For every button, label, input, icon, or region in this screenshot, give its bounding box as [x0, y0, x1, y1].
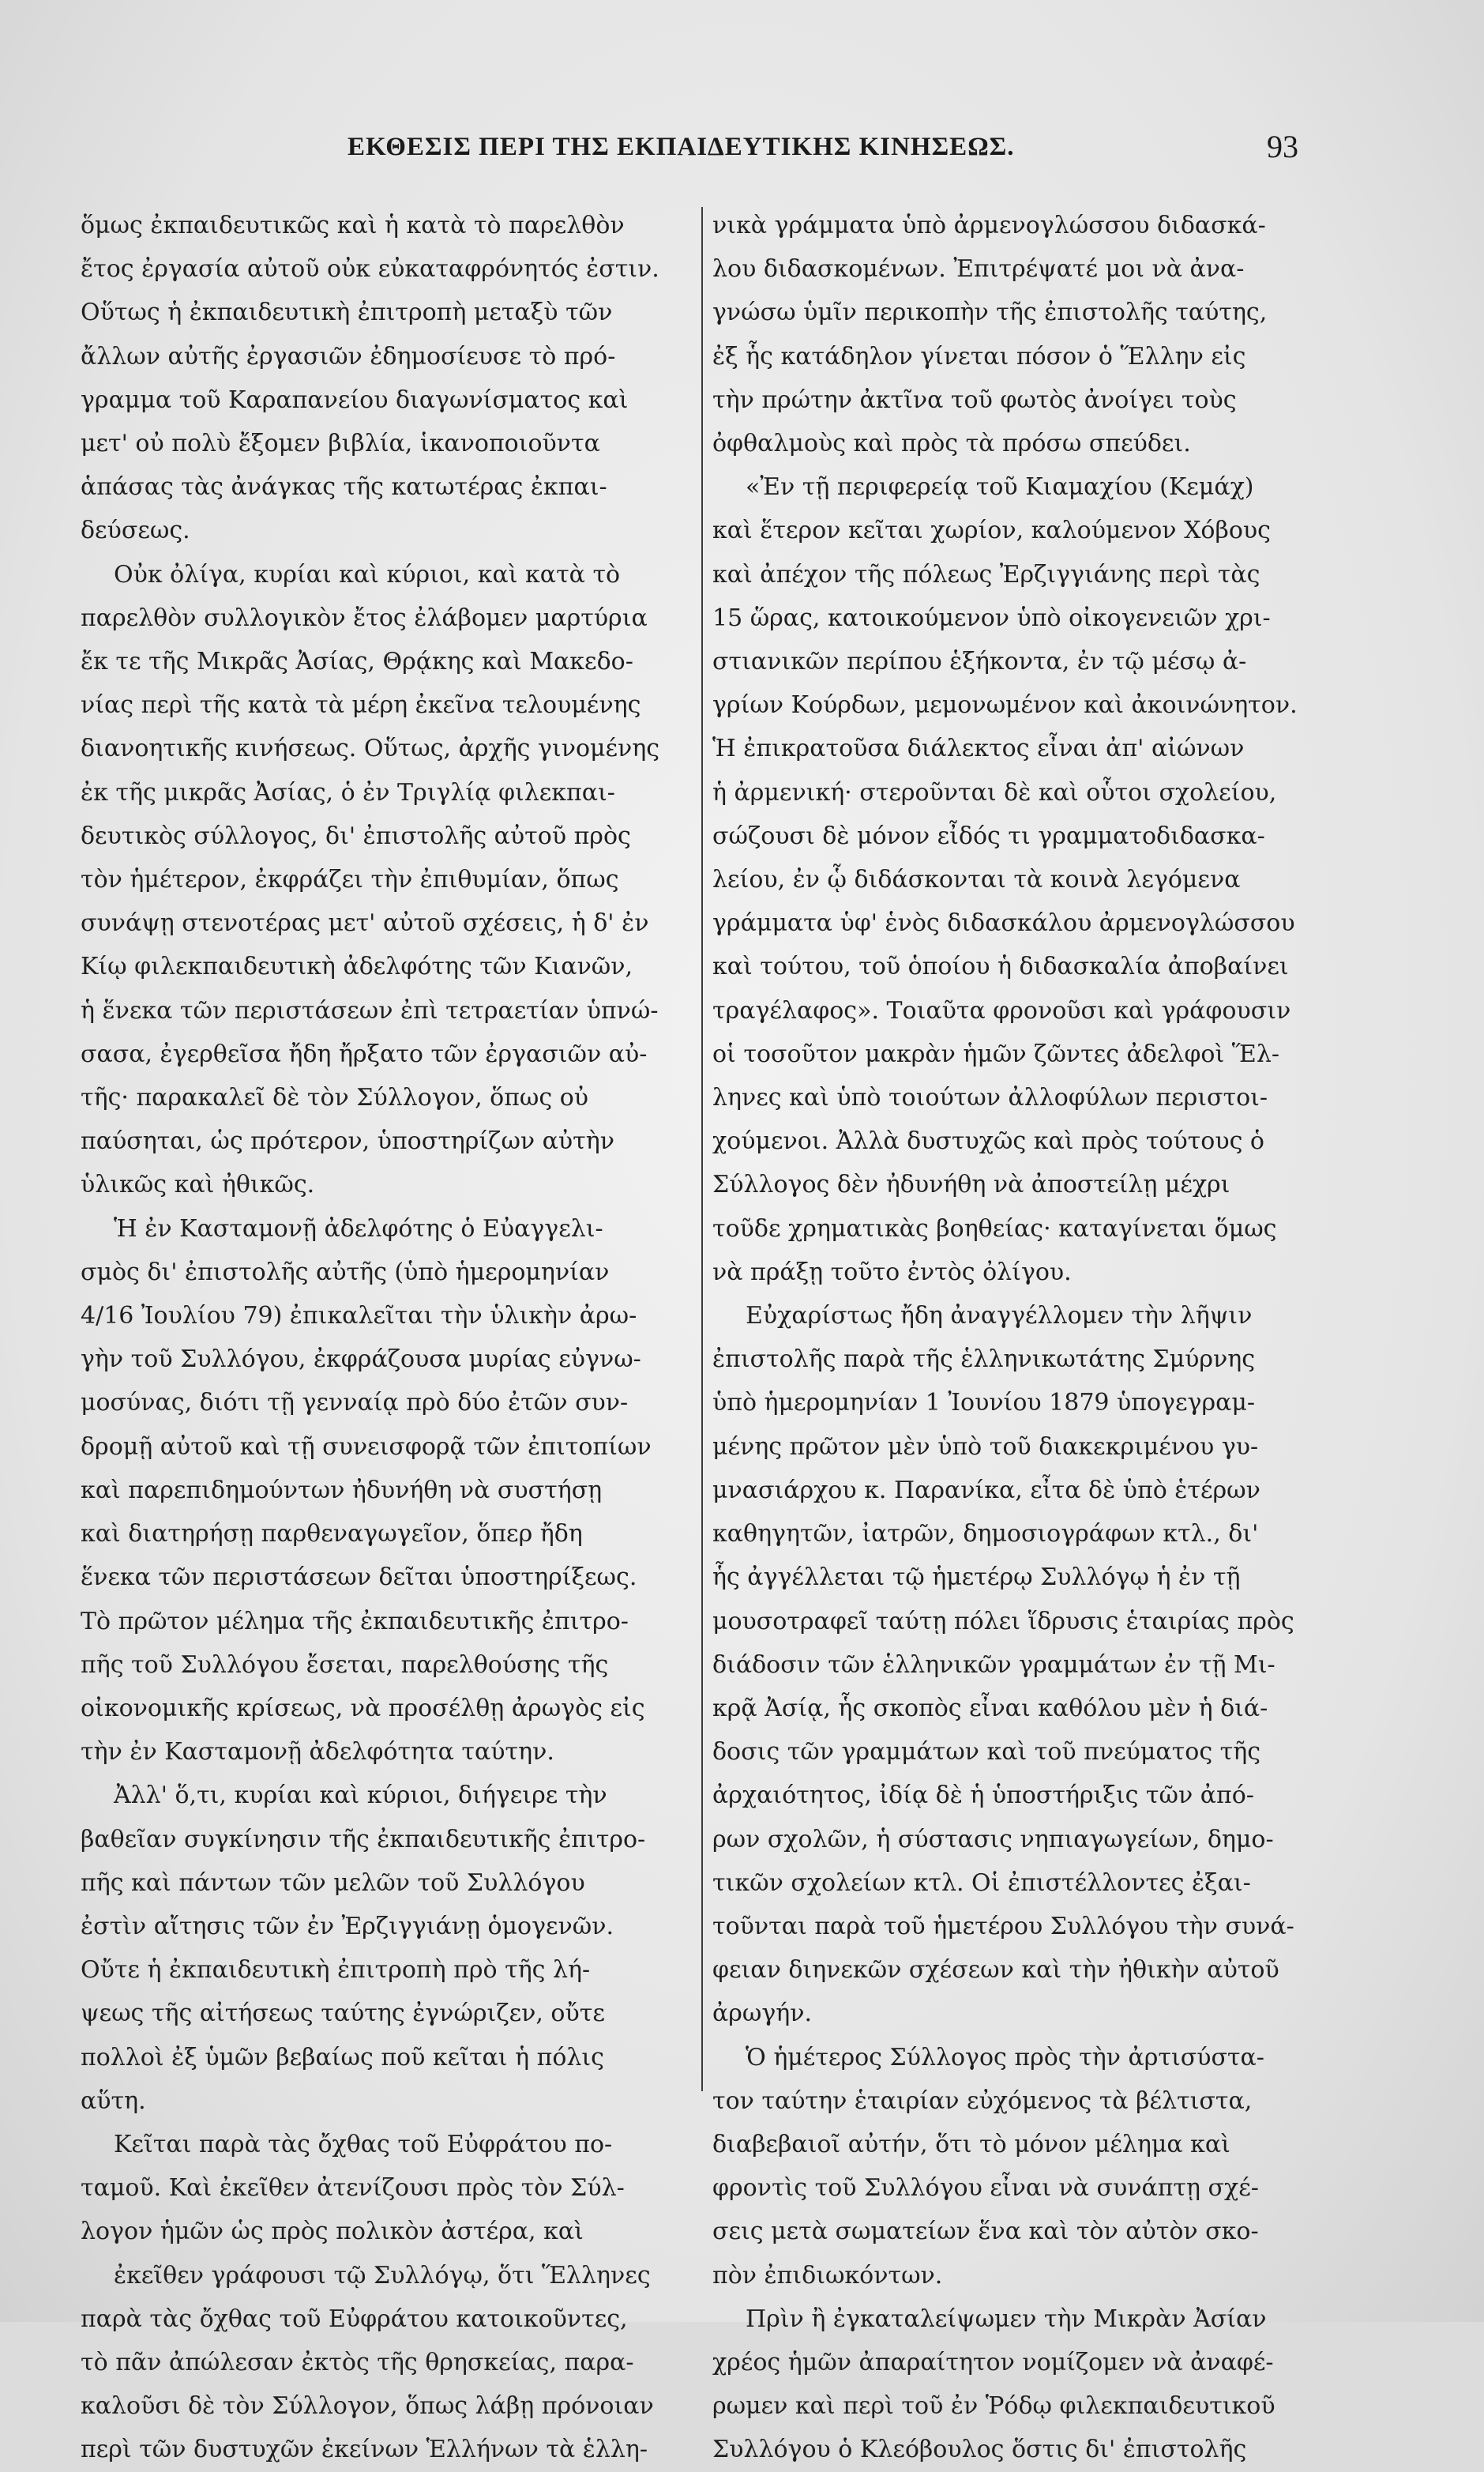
text-line: ἡ ἕνεκα τῶν περιστάσεων ἐπὶ τετραετίαν ὑπνώ- [81, 996, 659, 1025]
text-line: παύσηται, ὡς πρότερον, ὑποστηρίζων αὐτὴν [81, 1127, 614, 1156]
text-line: διανοητικῆς κινήσεως. Οὕτως, ἀρχῆς γινομένης [81, 735, 660, 763]
text-line: μετ' οὐ πολὺ ἔξομεν βιβλία, ἱκανοποιοῦντα [81, 430, 600, 458]
text-line: διαβεβαιοῖ αὐτήν, ὅτι τὸ μόνον μέλημα καὶ [712, 2130, 1230, 2158]
text-line: δρομῇ αὐτοῦ καὶ τῇ συνεισφορᾷ τῶν ἐπιτοπίων [81, 1432, 652, 1461]
text-line: τραγέλαφος». Τοιαῦτα φρονοῦσι καὶ γράφουσιν [712, 996, 1291, 1025]
text-line: Ἡ ἐπικρατοῦσα διάλεκτος εἶναι ἀπ' αἰώνων [712, 735, 1245, 763]
text-line: γρίων Κούρδων, μεμονωμένον καὶ ἀκοινώνητον. [712, 691, 1298, 720]
text-line: ληνες καὶ ὑπὸ τοιούτων ἀλλοφύλων περιστοι- [712, 1084, 1268, 1112]
text-line: Σύλλογος δὲν ἠδυνήθη νὰ ἀποστείλῃ μέχρι [712, 1171, 1230, 1199]
text-line: λου διδασκομένων. Ἐπιτρέψατέ μοι νὰ ἀνα- [712, 255, 1245, 284]
text-line: μουσοτραφεῖ ταύτῃ πόλει ἵδρυσις ἑταιρίας πρὸς [712, 1607, 1294, 1635]
text-line: ἡ ἀρμενική· στεροῦνται δὲ καὶ οὗτοι σχολείου, [712, 778, 1277, 807]
text-line: καὶ διατηρήσῃ παρθεναγωγεῖον, ὅπερ ἤδη [81, 1520, 583, 1548]
running-head: ΕΚΘΕΣΙΣ ΠΕΡΙ ΤΗΣ ΕΚΠΑΙΔΕΥΤΙΚΗΣ ΚΙΝΗΣΕΩΣ. [348, 133, 1015, 161]
text-line: παρὰ τὰς ὄχθας τοῦ Εὐφράτου κατοικοῦντες, [81, 2305, 628, 2333]
text-line: ἁπάσας τὰς ἀνάγκας τῆς κατωτέρας ἐκπαι- [81, 473, 607, 502]
text-line: λείου, ἐν ᾧ διδάσκονται τὰ κοινὰ λεγόμενα [712, 866, 1241, 894]
text-line: τον ταύτην ἑταιρίαν εὐχόμενος τὰ βέλτιστα, [712, 2086, 1253, 2115]
text-line: ἐστὶν αἴτησις τῶν ἐν Ἐρζιγγιάνῃ ὁμογενῶν. [81, 1912, 614, 1940]
text-line: σώζουσι δὲ μόνον εἶδός τι γραμματοδιδασκα- [712, 822, 1265, 850]
text-line: ὑλικῶς καὶ ἠθικῶς. [81, 1171, 315, 1199]
text-line: καὶ παρεπιδημούντων ἠδυνήθη νὰ συστήσῃ [81, 1476, 603, 1504]
text-line: ἐξ ἧς κατάδηλον γίνεται πόσον ὁ Ἕλλην εἰς [712, 342, 1246, 371]
text-line: μοσύνας, διότι τῇ γενναίᾳ πρὸ δύο ἐτῶν συν- [81, 1389, 629, 1417]
text-line: Συλλόγου ὁ Κλεόβουλος ὅστις δι' ἐπιστολῆς [712, 2436, 1247, 2464]
text-line: τὸ πᾶν ἀπώλεσαν ἐκτὸς τῆς θρησκείας, παρα- [81, 2348, 634, 2376]
page-number: 93 [1267, 129, 1298, 164]
text-line: σασα, ἐγερθεῖσα ἤδη ἤρξατο τῶν ἐργασιῶν αὐ- [81, 1040, 648, 1068]
text-line: συνάψῃ στενοτέρας μετ' αὐτοῦ σχέσεις, ἡ δ' ἐν [81, 909, 649, 938]
text-line: Ὁ ἡμέτερος Σύλλογος πρὸς τὴν ἀρτισύστα- [746, 2043, 1264, 2071]
left-column [81, 204, 697, 2472]
text-line: σεις μετὰ σωματείων ἕνα καὶ τὸν αὐτὸν σκο- [712, 2218, 1259, 2246]
column-divider [701, 207, 703, 2091]
text-line: Κεῖται παρὰ τὰς ὄχθας τοῦ Εὐφράτου πο- [114, 2130, 613, 2158]
text-line: ἔτος ἐργασία αὐτοῦ οὐκ εὐκαταφρόνητός ἐστιν. [81, 255, 659, 284]
text-line: λογον ἡμῶν ὡς πρὸς πολικὸν ἀστέρα, καὶ [81, 2218, 584, 2246]
text-line: καὶ τούτου, τοῦ ὁποίου ἡ διδασκαλία ἀποβαίνει [712, 953, 1289, 981]
text-line: ὑπὸ ἡμερομηνίαν 1 Ἰουνίου 1879 ὑπογεγραμ- [712, 1389, 1255, 1417]
text-line: ἕνεκα τῶν περιστάσεων δεῖται ὑποστηρίξεως. [81, 1563, 637, 1592]
text-line: πολλοὶ ἐξ ὑμῶν βεβαίως ποῦ κεῖται ἡ πόλις [81, 2043, 604, 2071]
text-line: στιανικῶν περίπου ἑξήκοντα, ἐν τῷ μέσῳ ἀ- [712, 648, 1247, 676]
text-line: τοῦδε χρηματικὰς βοηθείας· καταγίνεται ὅμως [712, 1214, 1277, 1243]
text-line: δευτικὸς σύλλογος, δι' ἐπιστολῆς αὐτοῦ πρὸς [81, 822, 631, 850]
text-line: καὶ ἕτερον κεῖται χωρίον, καλούμενον Χόβους [712, 517, 1271, 545]
text-line: κρᾷ Ἀσίᾳ, ἧς σκοπὸς εἶναι καθόλου μὲν ἡ διά- [712, 1694, 1268, 1722]
text-line: γὴν τοῦ Συλλόγου, ἐκφράζουσα μυρίας εὐγνω- [81, 1345, 641, 1374]
text-line: καθηγητῶν, ἰατρῶν, δημοσιογράφων κτλ., δι' [712, 1520, 1259, 1548]
text-line: ρωμεν καὶ περὶ τοῦ ἐν Ῥόδῳ φιλεκπαιδευτικοῦ [712, 2392, 1275, 2421]
text-line: «Ἐν τῇ περιφερείᾳ τοῦ Κιαμαχίου (Κεμάχ) [746, 473, 1254, 502]
text-line: ὅμως ἐκπαιδευτικῶς καὶ ἡ κατὰ τὸ παρελθὸν [81, 212, 625, 239]
text-line: ταμοῦ. Καὶ ἐκεῖθεν ἀτενίζουσι πρὸς τὸν Σύλ- [81, 2174, 625, 2203]
text-line: φειαν διηνεκῶν σχέσεων καὶ τὴν ἠθικὴν αὐτοῦ [712, 1956, 1279, 1985]
text-line: ἄλλων αὐτῆς ἐργασιῶν ἐδημοσίευσε τὸ πρό- [81, 342, 616, 371]
text-line: ἧς ἀγγέλλεται τῷ ἡμετέρῳ Συλλόγῳ ἡ ἐν τῇ [712, 1563, 1241, 1592]
text-line: φροντὶς τοῦ Συλλόγου εἶναι νὰ συνάπτῃ σχέ- [712, 2174, 1259, 2203]
text-line: τικῶν σχολείων κτλ. Οἱ ἐπιστέλλοντες ἐξαι- [712, 1868, 1251, 1897]
text-line: πῆς τοῦ Συλλόγου ἔσεται, παρελθούσης τῆς [81, 1650, 609, 1679]
text-line: ὀφθαλμοὺς καὶ πρὸς τὰ πρόσω σπεύδει. [712, 430, 1191, 458]
text-line: καλοῦσι δὲ τὸν Σύλλογον, ὅπως λάβῃ πρόνοιαν [81, 2392, 654, 2421]
text-line: 15 ὥρας, κατοικούμενον ὑπὸ οἰκογενειῶν χρι- [712, 604, 1271, 632]
text-line: γραμμα τοῦ Καραπανείου διαγωνίσματος καὶ [81, 386, 629, 414]
text-line: Ἀλλ' ὅ,τι, κυρίαι καὶ κύριοι, διήγειρε τὴν [114, 1782, 607, 1810]
text-line: Οὕτως ἡ ἐκπαιδευτικὴ ἐπιτροπὴ μεταξὺ τῶν [81, 299, 613, 327]
text-line: μένης πρῶτον μὲν ὑπὸ τοῦ διακεκριμένου γυ- [712, 1432, 1259, 1461]
text-line: νίας περὶ τῆς κατὰ τὰ μέρη ἐκεῖνα τελουμένης [81, 691, 641, 720]
text-line: οἱ τοσοῦτον μακρὰν ἡμῶν ζῶντες ἀδελφοὶ Ἕλ- [712, 1040, 1279, 1068]
text-line: Κίῳ φιλεκπαιδευτικὴ ἀδελφότης τῶν Κιανῶν, [81, 953, 633, 981]
text-line: Πρὶν ἢ ἐγκαταλείψωμεν τὴν Μικρὰν Ἀσίαν [746, 2305, 1267, 2333]
text-line: ρων σχολῶν, ἡ σύστασις νηπιαγωγείων, δημο- [712, 1825, 1274, 1853]
text-line: ἐκεῖθεν γράφουσι τῷ Συλλόγῳ, ὅτι Ἕλληνες [114, 2261, 651, 2290]
text-line: ἀρωγήν. [712, 2000, 813, 2028]
text-line: γράμματα ὑφ' ἑνὸς διδασκάλου ἀρμενογλώσσου [712, 909, 1295, 938]
text-line: ἀρχαιότητος, ἰδίᾳ δὲ ἡ ὑποστήριξις τῶν ἀπό- [712, 1782, 1254, 1810]
text-line: γνώσω ὑμῖν περικοπὴν τῆς ἐπιστολῆς ταύτης, [712, 299, 1268, 327]
text-line: καὶ ἀπέχον τῆς πόλεως Ἐρζιγγιάνης περὶ τὰς [712, 560, 1260, 589]
text-line: χούμενοι. Ἀλλὰ δυστυχῶς καὶ πρὸς τούτους ὁ [712, 1127, 1264, 1156]
text-line: δοσις τῶν γραμμάτων καὶ τοῦ πνεύματος τῆς [712, 1738, 1261, 1767]
right-column [712, 204, 1328, 2472]
text-line: αὕτη. [81, 2086, 146, 2115]
text-line: οἰκονομικῆς κρίσεως, νὰ προσέλθῃ ἀρωγὸς εἰς [81, 1694, 645, 1722]
text-line: τῆς· παρακαλεῖ δὲ τὸν Σύλλογον, ὅπως οὐ [81, 1084, 589, 1112]
text-line: ἔκ τε τῆς Μικρᾶς Ἀσίας, Θρᾴκης καὶ Μακεδο- [81, 648, 633, 676]
text-line: νὰ πράξῃ τοῦτο ἐντὸς ὀλίγου. [712, 1258, 1072, 1286]
text-line: τὸν ἡμέτερον, ἐκφράζει τὴν ἐπιθυμίαν, ὅπως [81, 866, 619, 894]
text-line: πῆς καὶ πάντων τῶν μελῶν τοῦ Συλλόγου [81, 1868, 585, 1897]
text-line: ἐπιστολῆς παρὰ τῆς ἑλληνικωτάτης Σμύρνης [712, 1345, 1256, 1374]
text-line: τὴν ἐν Κασταμονῇ ἀδελφότητα ταύτην. [81, 1738, 554, 1767]
text-line: Εὐχαρίστως ἤδη ἀναγγέλλομεν τὴν λῆψιν [746, 1302, 1253, 1330]
text-line: 4/16 Ἰουλίου 79) ἐπικαλεῖται τὴν ὑλικὴν ἀρω- [81, 1302, 637, 1330]
text-line: Οὐκ ὀλίγα, κυρίαι καὶ κύριοι, καὶ κατὰ τὸ [114, 560, 621, 589]
text-line: ψεως τῆς αἰτήσεως ταύτης ἐγνώριζεν, οὔτε [81, 2000, 605, 2028]
text-line: παρελθὸν συλλογικὸν ἔτος ἐλάβομεν μαρτύρια [81, 604, 648, 632]
text-line: ἐκ τῆς μικρᾶς Ἀσίας, ὁ ἐν Τριγλίᾳ φιλεκπαι- [81, 778, 615, 807]
text-line: τὴν πρώτην ἀκτῖνα τοῦ φωτὸς ἀνοίγει τοὺς [712, 386, 1237, 414]
text-line: Τὸ πρῶτον μέλημα τῆς ἐκπαιδευτικῆς ἐπιτρο- [81, 1607, 629, 1635]
text-line: βαθεῖαν συγκίνησιν τῆς ἐκπαιδευτικῆς ἐπιτρο- [81, 1825, 646, 1853]
text-line: δεύσεως. [81, 517, 190, 545]
text-line: Οὔτε ἡ ἐκπαιδευτικὴ ἐπιτροπὴ πρὸ τῆς λή- [81, 1956, 591, 1985]
text-line: πὸν ἐπιδιωκόντων. [712, 2261, 943, 2290]
text-line: νικὰ γράμματα ὑπὸ ἀρμενογλώσσου διδασκά- [712, 212, 1266, 239]
text-line: τοῦνται παρὰ τοῦ ἡμετέρου Συλλόγου τὴν συνά- [712, 1912, 1294, 1940]
text-line: Ἡ ἐν Κασταμονῇ ἀδελφότης ὁ Εὐαγγελι- [114, 1214, 603, 1243]
text-line: διάδοσιν τῶν ἑλληνικῶν γραμμάτων ἐν τῇ Μι- [712, 1650, 1275, 1679]
text-line: περὶ τῶν δυστυχῶν ἐκείνων Ἑλλήνων τὰ ἑλλη- [81, 2436, 648, 2464]
text-line: σμὸς δι' ἐπιστολῆς αὐτῆς (ὑπὸ ἡμερομηνίαν [81, 1258, 610, 1286]
text-line: χρέος ἡμῶν ἀπαραίτητον νομίζομεν νὰ ἀναφέ- [712, 2348, 1274, 2376]
text-line: μνασιάρχου κ. Παρανίκα, εἶτα δὲ ὑπὸ ἑτέρων [712, 1476, 1260, 1504]
